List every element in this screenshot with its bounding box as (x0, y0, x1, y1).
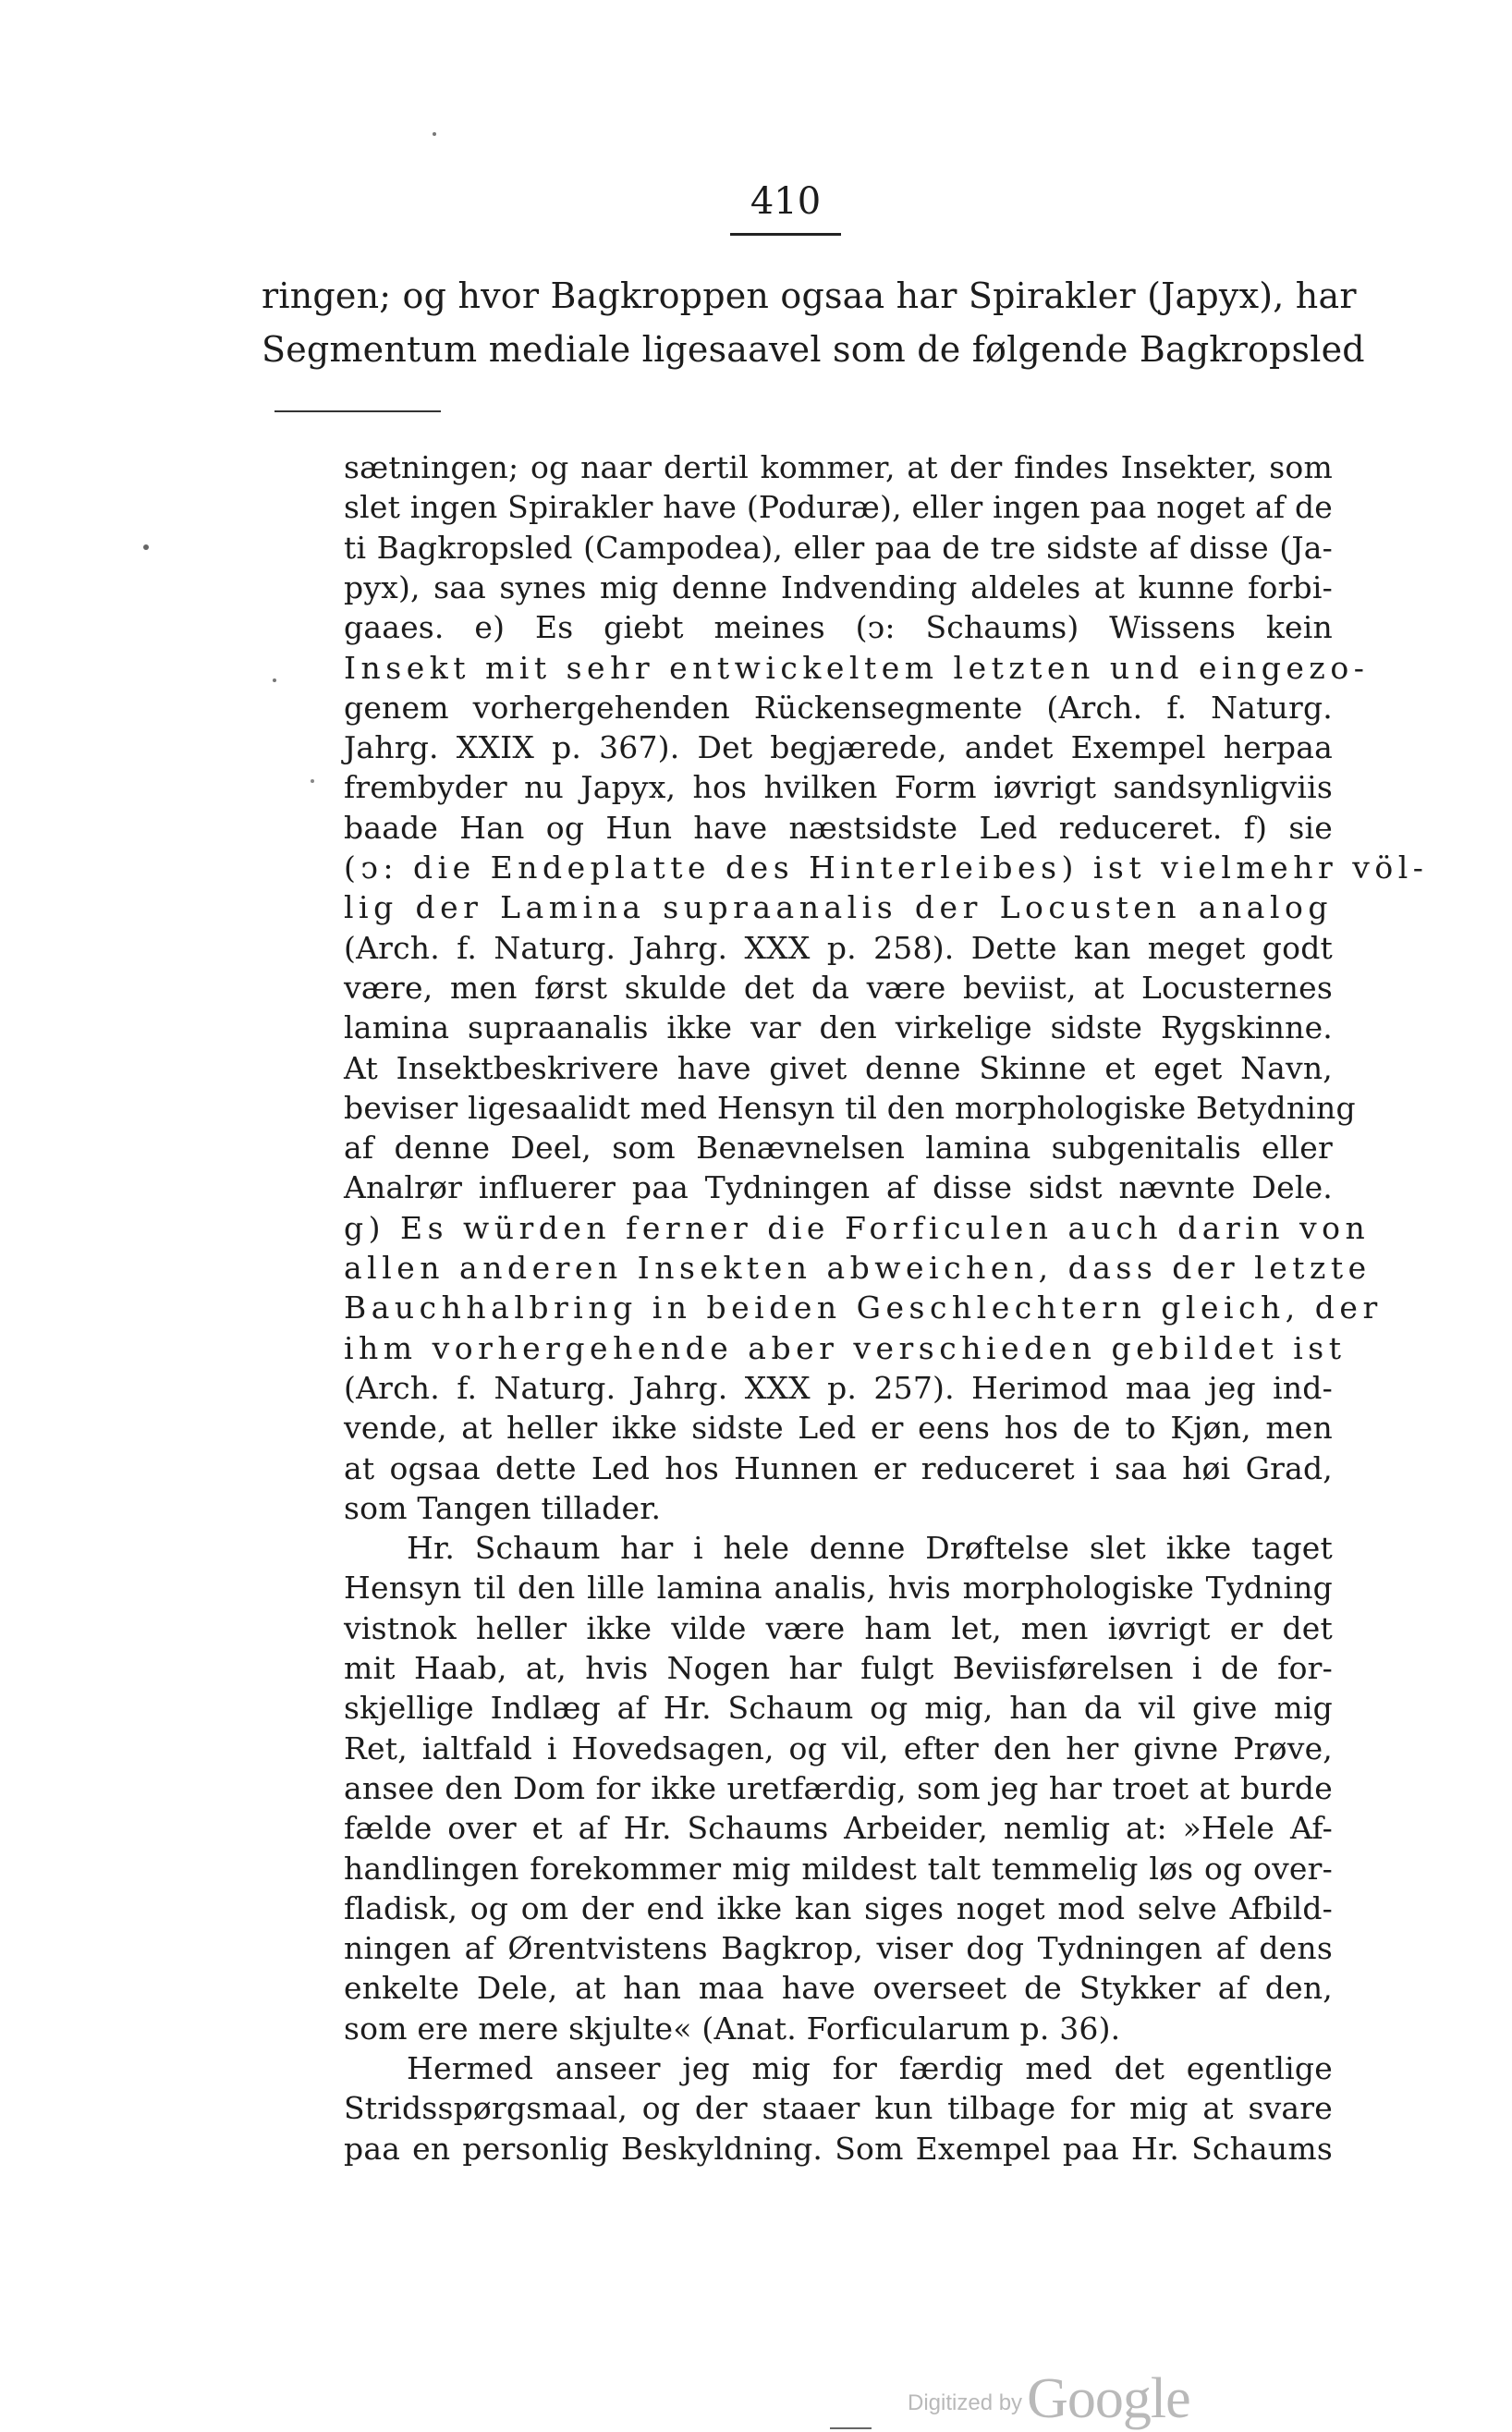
speck (273, 678, 276, 682)
footnote-line: pyx), saa synes mig denne Indvending aldeles at kunne forbi- (344, 568, 1333, 605)
footnote-line: som Tangen tillader. (344, 1489, 662, 1526)
footnote-line: slet ingen Spirakler have (Poduræ), eller ingen paa noget af de (344, 489, 1334, 526)
footnote-line: lig der Lamina supraanalis der Locusten analog (344, 889, 1333, 926)
footnote-line: mit Haab, at, hvis Nogen har fulgt Beviisførelsen i de for- (344, 1650, 1333, 1686)
watermark-brand-logo: Google (1027, 2367, 1190, 2430)
footnote-line: At Insektbeskrivere have givet denne Skinne et eget Navn, (344, 1049, 1333, 1086)
footnote-line: Analrør influerer paa Tydningen af disse sidst nævnte Dele. (344, 1169, 1333, 1206)
footnote-line: enkelte Dele, at han maa have overseet de Stykker af den, (344, 1970, 1333, 2007)
footnote-line: (Arch. f. Naturg. Jahrg. XXX p. 257). Herimod maa jeg ind- (344, 1369, 1333, 1406)
footnote-line: baade Han og Hun have næstsidste Led reduceret. f) sie (344, 809, 1333, 846)
speck (311, 779, 314, 783)
digitized-by-google-watermark (908, 2366, 1222, 2431)
main-text-line: ringen; og hvor Bagkroppen ogsaa har Spirakler (Japyx), har (262, 275, 1357, 316)
footnote-line: gaaes. e) Es giebt meines (ↄ: Schaums) Wissens kein (344, 609, 1333, 646)
speck (433, 132, 436, 136)
footnote-line: Stridsspørgsmaal, og der staaer kun tilbage for mig at svare (344, 2090, 1333, 2127)
footnote-line: lamina supraanalis ikke var den virkelige sidste Rygskinne. (344, 1009, 1333, 1046)
footnote-line: fælde over et af Hr. Schaums Arbeider, nemlig at: »Hele Af- (344, 1810, 1333, 1847)
footnote-line: være, men først skulde det da være beviist, at Locusternes (344, 969, 1333, 1006)
footnote-line: af denne Deel, som Benævnelsen lamina subgenitalis eller (344, 1130, 1333, 1167)
page-number: 410 (750, 180, 822, 223)
footnote-line: (ↄ: die Endeplatte des Hinterleibes) ist vielmehr völ- (344, 849, 1429, 886)
footnote-line: vistnok heller ikke vilde være ham let, men iøvrigt er det (344, 1609, 1333, 1646)
footnote-line: Bauchhalbring in beiden Geschlechtern gleich, der (344, 1289, 1383, 1326)
footnote-line: ansee den Dom for ikke uretfærdig, som jeg har troet at burde (344, 1769, 1333, 1806)
footnote-line: at ogsaa dette Led hos Hunnen er reduceret i saa høi Grad, (344, 1449, 1333, 1486)
footnote-line: ningen af Ørentvistens Bagkrop, viser dog Tydningen af dens (344, 1930, 1333, 1967)
footer-dash (830, 2427, 872, 2429)
footnote-line: (Arch. f. Naturg. Jahrg. XXX p. 258). Dette kan meget godt (344, 929, 1333, 966)
footnote-line: vende, at heller ikke sidste Led er eens hos de to Kjøn, men (344, 1410, 1333, 1447)
footnote-line: handlingen forekommer mig mildest talt temmelig løs og over- (344, 1850, 1333, 1887)
watermark-prefix: Digitized by (908, 2390, 1023, 2415)
footnote-line: fladisk, og om der end ikke kan siges noget mod selve Afbild- (344, 1889, 1333, 1926)
footnote-line: Insekt mit sehr entwickeltem letzten und eingezo- (344, 649, 1370, 686)
footnote-line: Hensyn til den lille lamina analis, hvis morphologiske Tydning (344, 1570, 1333, 1607)
footnote-line: paa en personlig Beskyldning. Som Exempel paa Hr. Schaums (344, 2130, 1333, 2167)
footnote-line: sætningen; og naar dertil kommer, at der findes Insekter, som (344, 449, 1333, 485)
footnote-line: ihm vorhergehende aber verschieden gebildet ist (344, 1329, 1347, 1366)
footnote-line: skjellige Indlæg af Hr. Schaum og mig, han da vil give mig (344, 1690, 1333, 1727)
footnote-line: Jahrg. XXIX p. 367). Det begjærede, andet Exempel herpaa (344, 729, 1333, 766)
footnote-line: genem vorhergehenden Rückensegmente (Arch. f. Naturg. (344, 689, 1333, 726)
page-number-underline (730, 233, 841, 236)
footnote-line: g) Es würden ferner die Forficulen auch darin von (344, 1209, 1371, 1246)
footnote-line: Hr. Schaum har i hele denne Drøftelse slet ikke taget (407, 1530, 1333, 1567)
footnote-line: som ere mere skjulte« (Anat. Forficularum p. 36). (344, 2010, 1121, 2047)
main-text-line: Segmentum mediale ligesaavel som de følgende Bagkropsled (262, 329, 1365, 370)
footnote-line: frembyder nu Japyx, hos hvilken Form iøvrigt sandsynligviis (344, 769, 1333, 806)
footnote-line: beviser ligesaalidt med Hensyn til den morphologiske Betydning (344, 1089, 1356, 1126)
footnote-line: ti Bagkropsled (Campodea), eller paa de tre sidste af disse (Ja- (344, 529, 1333, 566)
speck (143, 544, 149, 550)
footnote-line: Hermed anseer jeg mig for færdig med det egentlige (407, 2050, 1333, 2086)
footnote-line: Ret, ialtfald i Hovedsagen, og vil, efter den her givne Prøve, (344, 1729, 1333, 1766)
footnote-rule (274, 410, 441, 412)
footnote-line: allen anderen Insekten abweichen, dass der letzte (344, 1250, 1372, 1286)
